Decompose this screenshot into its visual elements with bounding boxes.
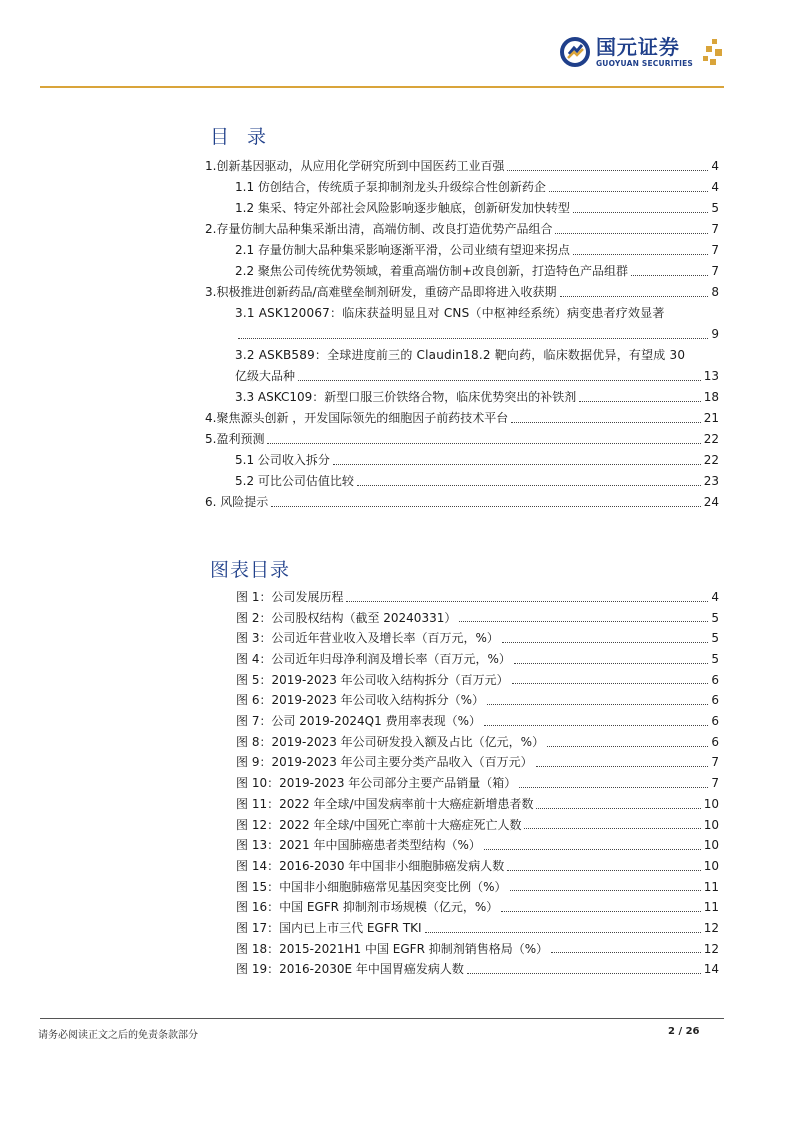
toc-entry[interactable] [205,345,719,387]
toc-leader [487,704,708,705]
figure-entry[interactable] [236,773,719,794]
toc-entry-title: 4.聚焦源头创新 ，开发国际领先的细胞因子前药技术平台 [205,411,509,425]
toc-entry[interactable] [205,282,719,303]
toc-entry-title-continued: 亿级大品种 [235,369,296,383]
figure-entry[interactable] [236,753,719,774]
figure-entry-title: 图 6：2019-2023 年公司收入结构拆分（%） [236,693,485,708]
figure-entry[interactable] [236,670,719,691]
figure-entry[interactable] [236,587,719,608]
toc-entry-page: 24 [703,495,719,509]
figure-entry-title: 图 2：公司股权结构（截至 20240331） [236,610,457,625]
toc-entry-title: 5.2 可比公司估值比较 [235,474,354,488]
toc-leader [357,485,701,486]
toc-leader [573,212,708,213]
toc-entry-title: 3.2 ASKB589：全球进度前三的 Claudin18.2 靶向药，临床数据优异，有望成 30 [235,348,686,362]
figure-entry-page: 4 [711,589,719,604]
toc-entry[interactable] [205,471,719,492]
brand-logo [560,37,723,68]
figure-entry-title: 图 10：2019-2023 年公司部分主要产品销量（箱） [236,776,517,791]
figure-entry-title: 图 15：中国非小细胞肺癌常见基因突变比例（%） [236,879,507,894]
toc-title: 目 录 [210,126,273,148]
toc-entry[interactable] [205,450,719,471]
toc-entry-title: 5.盈利预测 [205,432,265,446]
figure-entry-page: 11 [703,879,719,894]
toc-entry-title: 3.3 ASKC109：新型口服三价铁络合物，临床优势突出的补铁剂 [235,390,577,404]
figure-entry-page: 14 [703,962,719,977]
toc-entry[interactable] [205,429,719,450]
toc-entry-title: 3.积极推进创新药品/高难壁垒制剂研发，重磅产品即将进入收获期 [205,285,557,299]
figure-entry[interactable] [236,918,719,939]
figure-entry-page: 12 [703,941,719,956]
toc-entry-title: 3.1 ASK120067：临床获益明显且对 CNS（中枢神经系统）病变患者疗效显著 [235,306,665,320]
figure-entry-title: 图 12：2022 年全球/中国死亡率前十大癌症死亡人数 [236,817,522,832]
figure-entry-title: 图 16：中国 EGFR 抑制剂市场规模（亿元，%） [236,900,499,915]
toc-leader [579,401,700,402]
figure-entry-title: 图 13：2021 年中国肺癌患者类型结构（%） [236,838,481,853]
toc-entry[interactable] [205,240,719,261]
toc-leader [560,296,709,297]
figure-entry-page: 10 [703,796,719,811]
toc-leader [510,890,701,891]
toc-leader [459,621,708,622]
footer-divider [40,1018,724,1019]
figure-entry[interactable] [236,608,719,629]
toc-entry-title: 1.1 仿创结合，传统质子泵抑制剂龙头升级综合性创新药企 [235,180,546,194]
toc-entry-title: 2.存量仿制大品种集采渐出清，高端仿制、改良打造优势产品组合 [205,222,553,236]
figure-entry-title: 图 1：公司发展历程 [236,589,344,604]
toc-entry-title: 2.2 聚焦公司传统优势领域，着重高端仿制+改良创新，打造特色产品组群 [235,264,628,278]
toc-entry-page: 21 [703,411,719,425]
toc-leader [271,506,700,507]
toc-leader [524,828,700,829]
figure-entry[interactable] [236,628,719,649]
figure-entry-title: 图 3：公司近年营业收入及增长率（百万元，%） [236,631,499,646]
toc-entry[interactable] [205,303,719,345]
brand-decoration-icon [701,37,723,67]
figure-entry-page: 5 [711,652,719,667]
toc-leader [555,233,708,234]
toc-entry-page: 23 [703,474,719,488]
toc-entry[interactable] [205,408,719,429]
figure-entry[interactable] [236,649,719,670]
toc-entry-title: 6. 风险提示 [205,495,269,509]
toc-leader [267,443,700,444]
toc-entry-page: 22 [703,432,719,446]
toc-entry-title: 1.2 集采、特定外部社会风险影响逐步触底，创新研发加快转型 [235,201,570,215]
toc-entry-page: 13 [703,369,719,383]
figure-entry-page: 6 [711,693,719,708]
toc-leader [547,746,708,747]
toc-entry[interactable] [205,492,719,513]
figure-entry-page: 7 [711,755,719,770]
figure-entry[interactable] [236,711,719,732]
toc-entry-title: 5.1 公司收入拆分 [235,453,330,467]
toc-entry[interactable] [205,177,719,198]
figure-entry[interactable] [236,732,719,753]
figure-entry-page: 11 [703,900,719,915]
brand-name-en: GUOYUAN SECURITIES [595,59,693,68]
figure-entry-title: 图 4：公司近年归母净利润及增长率（百万元，%） [236,652,511,667]
figure-entry-title: 图 19：2016-2030E 年中国胃癌发病人数 [236,962,464,977]
toc-entry-page: 9 [711,327,719,341]
toc-leader [512,683,709,684]
footer-disclaimer: 请务必阅读正文之后的免责条款部分 [38,1030,198,1041]
page-indicator: 2 / 26 [668,1026,700,1037]
toc-entry[interactable] [205,387,719,408]
toc-leader [511,422,700,423]
toc-entry-title: 2.1 存量仿制大品种集采影响逐渐平滑，公司业绩有望迎来拐点 [235,243,570,257]
toc-leader [346,601,708,602]
toc-entry-page: 18 [703,390,719,404]
toc-entry-title: 1.创新基因驱动，从应用化学研究所到中国医药工业百强 [205,159,505,173]
toc-entry[interactable] [205,198,719,219]
toc-entry[interactable] [205,156,719,177]
toc-entry-page: 8 [711,285,719,299]
figure-entry-page: 5 [711,631,719,646]
figure-entry[interactable] [236,897,719,918]
figure-entry[interactable] [236,794,719,815]
toc-entry-page: 7 [711,222,719,236]
toc-leader [507,870,700,871]
toc-leader [631,275,708,276]
toc-leader [514,663,709,664]
toc-leader [519,787,708,788]
toc-entry-page: 4 [711,159,719,173]
figure-entry-page: 12 [703,920,719,935]
header-divider [40,86,724,88]
figure-entry[interactable] [236,877,719,898]
figure-entry[interactable] [236,959,719,980]
figures-title: 图表目录 [210,559,291,581]
figure-entry[interactable] [236,835,719,856]
toc-leader [333,464,701,465]
toc-leader [502,642,709,643]
toc-entry-page: 7 [711,243,719,257]
figure-entry[interactable] [236,690,719,711]
toc-leader [238,338,708,339]
toc-leader [298,380,701,381]
figure-entry[interactable] [236,815,719,836]
figure-list [236,587,719,980]
figure-entry-title: 图 18：2015-2021H1 中国 EGFR 抑制剂销售格局（%） [236,941,549,956]
figure-entry-title: 图 17：国内已上市三代 EGFR TKI [236,920,422,935]
toc-leader [467,973,701,974]
figure-entry-page: 6 [711,714,719,729]
figure-entry-title: 图 9：2019-2023 年公司主要分类产品收入（百万元） [236,755,533,770]
toc-leader [536,766,709,767]
figure-entry[interactable] [236,939,719,960]
toc-entry[interactable] [205,261,719,282]
figure-entry-title: 图 5：2019-2023 年公司收入结构拆分（百万元） [236,672,509,687]
figure-entry-title: 图 14：2016-2030 年中国非小细胞肺癌发病人数 [236,858,505,873]
guoyuan-logo-icon [560,37,590,67]
toc-leader [501,911,700,912]
toc-leader [425,932,701,933]
figure-entry[interactable] [236,856,719,877]
toc-leader [484,725,708,726]
toc-entry-page: 5 [711,201,719,215]
figure-entry-title: 图 8：2019-2023 年公司研发投入额及占比（亿元，%） [236,734,545,749]
figure-entry-title: 图 11：2022 年全球/中国发病率前十大癌症新增患者数 [236,796,534,811]
figure-entry-title: 图 7：公司 2019-2024Q1 费用率表现（%） [236,714,481,729]
figure-entry-page: 6 [711,734,719,749]
toc-entry-page: 4 [711,180,719,194]
toc-leader [484,849,701,850]
figure-entry-page: 7 [711,776,719,791]
figure-entry-page: 6 [711,672,719,687]
figure-entry-page: 10 [703,817,719,832]
toc-entry[interactable] [205,219,719,240]
toc-leader [549,191,708,192]
figure-entry-page: 5 [711,610,719,625]
figure-entry-page: 10 [703,858,719,873]
figure-entry-page: 10 [703,838,719,853]
toc-leader [551,952,701,953]
toc-leader [573,254,708,255]
toc-entry-page: 7 [711,264,719,278]
toc-entry-page: 22 [703,453,719,467]
toc-leader [536,808,700,809]
toc-leader [507,170,708,171]
brand-name-cn: 国元证券 [595,35,680,59]
toc-list [205,156,719,513]
